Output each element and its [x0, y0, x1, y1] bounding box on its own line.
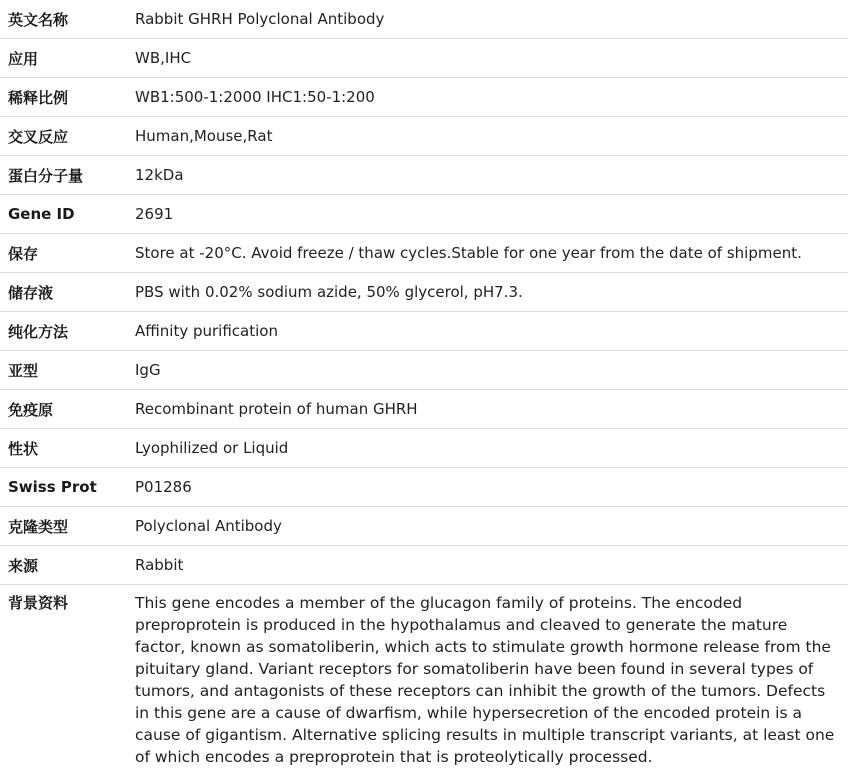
spec-value: WB,IHC	[127, 39, 848, 78]
spec-label: 储存液	[0, 273, 127, 312]
spec-label: 英文名称	[0, 0, 127, 39]
spec-row-swiss-prot	[0, 468, 848, 507]
spec-row-application	[0, 39, 848, 78]
spec-value: IgG	[127, 351, 848, 390]
spec-label: 来源	[0, 546, 127, 585]
spec-label: 稀释比例	[0, 78, 127, 117]
spec-value: Affinity purification	[127, 312, 848, 351]
spec-label: 保存	[0, 234, 127, 273]
spec-row-background	[0, 585, 848, 770]
spec-value: Rabbit	[127, 546, 848, 585]
spec-value: Recombinant protein of human GHRH	[127, 390, 848, 429]
spec-row-clonality	[0, 507, 848, 546]
spec-row-dilution	[0, 78, 848, 117]
spec-value: Lyophilized or Liquid	[127, 429, 848, 468]
spec-label: 免疫原	[0, 390, 127, 429]
spec-row-molecular-weight	[0, 156, 848, 195]
spec-label: 亚型	[0, 351, 127, 390]
spec-row-storage	[0, 234, 848, 273]
spec-label: Swiss Prot	[0, 468, 127, 507]
spec-value: WB1:500-1:2000 IHC1:50-1:200	[127, 78, 848, 117]
spec-row-gene-id	[0, 195, 848, 234]
spec-value: P01286	[127, 468, 848, 507]
spec-row-isotype	[0, 351, 848, 390]
spec-label: 应用	[0, 39, 127, 78]
spec-value: Polyclonal Antibody	[127, 507, 848, 546]
spec-label: 交叉反应	[0, 117, 127, 156]
spec-row-immunogen	[0, 390, 848, 429]
spec-row-purification	[0, 312, 848, 351]
spec-row-english-name	[0, 0, 848, 39]
spec-row-host	[0, 546, 848, 585]
spec-label: 蛋白分子量	[0, 156, 127, 195]
spec-label: 纯化方法	[0, 312, 127, 351]
spec-label: 背景资料	[8, 594, 69, 612]
spec-row-storage-buffer	[0, 273, 848, 312]
spec-label: Gene ID	[0, 195, 127, 234]
spec-row-form	[0, 429, 848, 468]
spec-value: 12kDa	[127, 156, 848, 195]
spec-label: 克隆类型	[0, 507, 127, 546]
spec-value: 2691	[127, 195, 848, 234]
spec-label: 性状	[0, 429, 127, 468]
spec-value: PBS with 0.02% sodium azide, 50% glycerol, pH7.3.	[127, 273, 848, 312]
spec-value: Rabbit GHRH Polyclonal Antibody	[127, 0, 848, 39]
spec-value: Human,Mouse,Rat	[127, 117, 848, 156]
spec-row-reactivity	[0, 117, 848, 156]
spec-value: Store at -20°C. Avoid freeze / thaw cycles.Stable for one year from the date of shipment.	[127, 234, 848, 273]
background-paragraph: This gene encodes a member of the glucagon family of proteins. The encoded preproprotein is produced in the hypothalamus and cleaved to generate the mature factor, known as somatoliberin, which acts to stimulate growth hormone release from the pituitary gland. Variant receptors for somatoliberin have been found in several types of tumors, and antagonists of these receptors can inhibit the growth of the tumors. Defects in this gene are a cause of dwarfism, while hypersecretion of the encoded protein is a cause of gigantism. Alternative splicing results in multiple transcript variants, at least one of which encodes a preproprotein that is proteolytically processed.	[135, 594, 835, 766]
